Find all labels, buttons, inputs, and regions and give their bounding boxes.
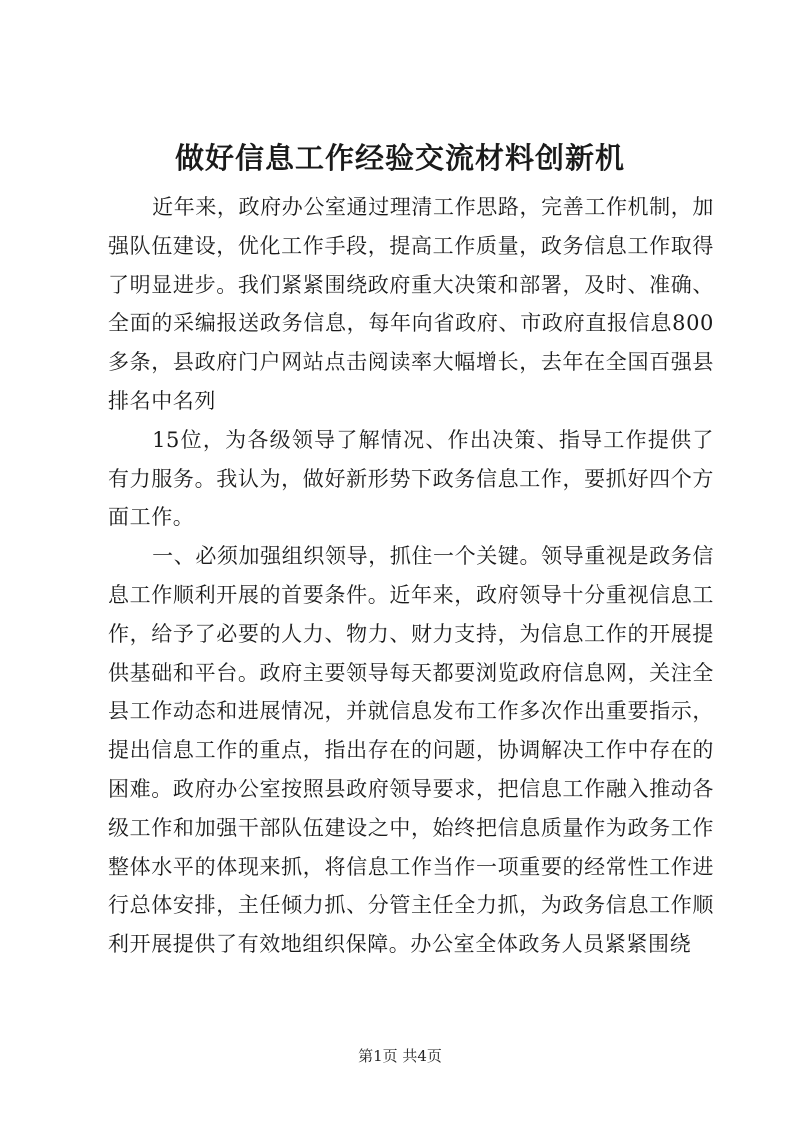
paragraph-1: 近年来，政府办公室通过理清工作思路，完善工作机制，加强队伍建设，优化工作手段，提高工作质量，政务信息工作取得了明显进步。我们紧紧围绕政府重大决策和部署，及时、准确、全面的采编报送政务信息，每年向省政府、市政府直报信息800多条，县政府门户网站点击阅读率大幅增长，去年在全国百强县排名中名列 — [108, 195, 714, 413]
paragraph-2: 15位，为各级领导了解情况、作出决策、指导工作提供了有力服务。我认为，做好新形势下政务信息工作，要抓好四个方面工作。 — [108, 427, 714, 530]
paragraph-3: 一、必须加强组织领导，抓住一个关键。领导重视是政务信息工作顺利开展的首要条件。近年来，政府领导十分重视信息工作，给予了必要的人力、物力、财力支持，为信息工作的开展提供基础和平台。政府主要领导每天都要浏览政府信息网，关注全县工作动态和进展情况，并就信息发布工作多次作出重要指示，提出信息工作的重点，指出存在的问题，协调解决工作中存在的困难。政府办公室按照县政府领导要求，把信息工作融入推动各级工作和加强干部队伍建设之中，始终把信息质量作为政务工作整体水平的体现来抓，将信息工作当作一项重要的经常性工作进行总体安排，主任倾力抓、分管主任全力抓，为政务信息工作顺利开展提供了有效地组织保障。办公室全体政务人员紧紧围绕 — [108, 544, 714, 957]
document-body — [108, 188, 714, 964]
page-number-footer: 第1页 共4页 — [358, 1047, 442, 1065]
page-title: 做好信息工作经验交流材料创新机 — [174, 141, 625, 175]
